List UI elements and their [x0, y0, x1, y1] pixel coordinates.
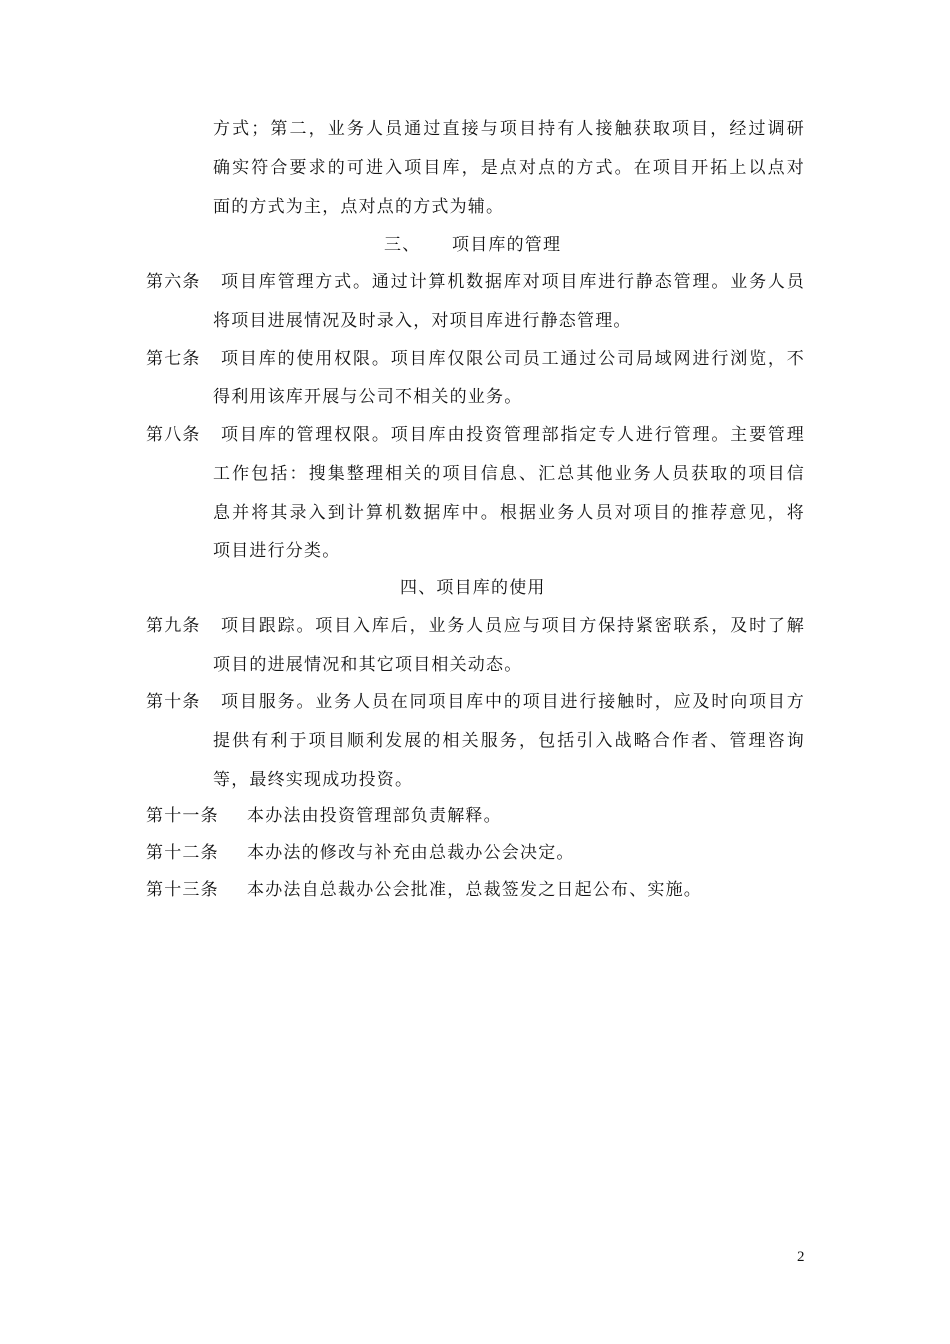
article-10-label: 第十条 — [146, 692, 201, 712]
article-8-line-2: 工作包括：搜集整理相关的项目信息、汇总其他业务人员获取的项目信 — [213, 464, 805, 484]
article-9-line-1: 项目跟踪。项目入库后，业务人员应与项目方保持紧密联系，及时了解 — [221, 616, 805, 636]
article-7-line-2: 得利用该库开展与公司不相关的业务。 — [213, 387, 523, 407]
article-8-label: 第八条 — [146, 425, 201, 445]
article-10-line-1: 项目服务。业务人员在同项目库中的项目进行接触时，应及时向项目方 — [221, 692, 805, 712]
article-9-line-2: 项目的进展情况和其它项目相关动态。 — [213, 655, 523, 675]
article-10-line-3: 等，最终实现成功投资。 — [213, 770, 414, 790]
article-13-label: 第十三条 — [146, 880, 219, 900]
article-7-label: 第七条 — [146, 349, 201, 369]
article-11-label: 第十一条 — [146, 806, 219, 826]
article-12-text: 本办法的修改与补充由总裁办公会决定。 — [247, 843, 575, 863]
article-6-line-2: 将项目进展情况及时录入，对项目库进行静态管理。 — [213, 311, 632, 331]
article-12-label: 第十二条 — [146, 843, 219, 863]
article-8-line-4: 项目进行分类。 — [213, 541, 341, 561]
page-number: 2 — [797, 1249, 805, 1265]
article-6-label: 第六条 — [146, 272, 201, 292]
article-9-label: 第九条 — [146, 616, 201, 636]
section-3-number: 三、 — [384, 235, 421, 255]
intro-line-2: 确实符合要求的可进入项目库，是点对点的方式。在项目开拓上以点对 — [213, 158, 805, 178]
intro-line-3: 面的方式为主，点对点的方式为辅。 — [213, 197, 505, 217]
article-8-line-1: 项目库的管理权限。项目库由投资管理部指定专人进行管理。主要管理 — [221, 425, 805, 445]
article-6-line-1: 项目库管理方式。通过计算机数据库对项目库进行静态管理。业务人员 — [221, 272, 805, 292]
section-3-title: 项目库的管理 — [452, 235, 562, 255]
article-7-line-1: 项目库的使用权限。项目库仅限公司员工通过公司局域网进行浏览，不 — [221, 349, 805, 369]
article-10-line-2: 提供有利于项目顺利发展的相关服务，包括引入战略合作者、管理咨询 — [213, 731, 805, 751]
section-4-title: 四、项目库的使用 — [400, 578, 546, 598]
article-13-text: 本办法自总裁办公会批准，总裁签发之日起公布、实施。 — [247, 880, 702, 900]
article-11-text: 本办法由投资管理部负责解释。 — [247, 806, 502, 826]
article-8-line-3: 息并将其录入到计算机数据库中。根据业务人员对项目的推荐意见，将 — [213, 503, 805, 523]
intro-line-1: 方式；第二，业务人员通过直接与项目持有人接触获取项目，经过调研 — [213, 119, 805, 139]
